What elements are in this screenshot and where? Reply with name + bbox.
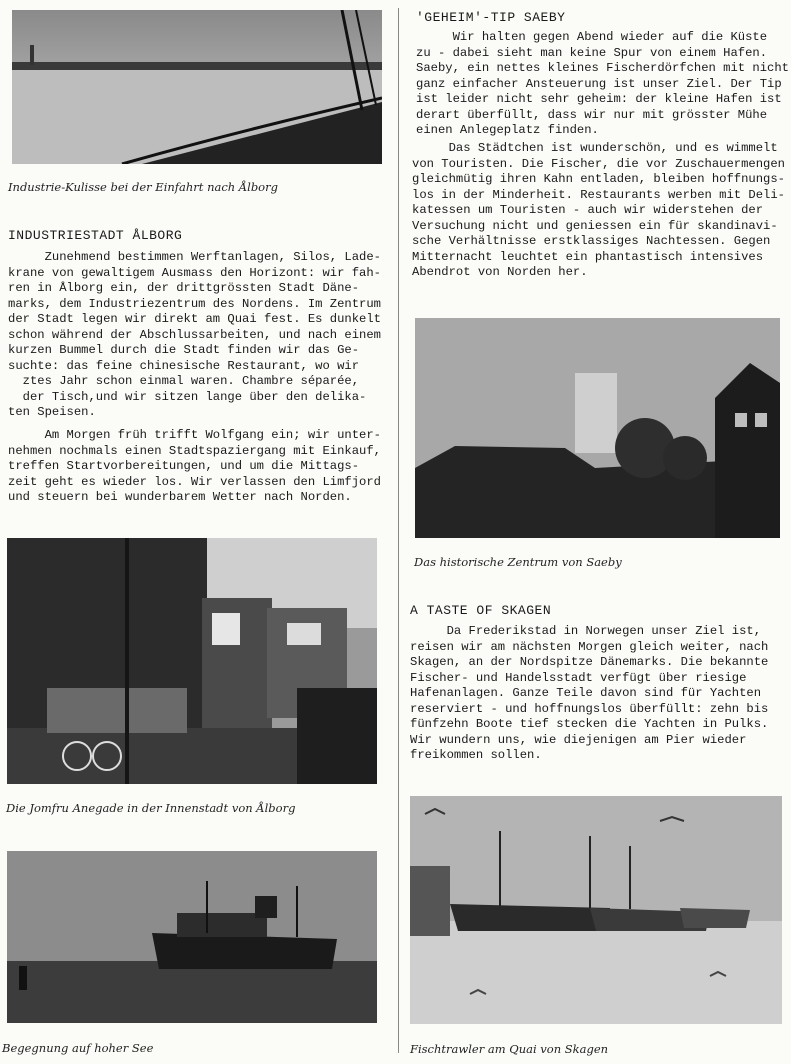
article-paragraph [8, 428, 381, 506]
text-line: marks, dem Industriezentrum des Nordens. Im Zentrum [8, 296, 381, 311]
text-line: treffen Startvorbereitungen, und um die Mittags- [8, 459, 360, 473]
text-line: nehmen nochmals einen Stadtspaziergang mit Einkauf, [8, 443, 381, 458]
text-line: zu - dabei sieht man keine Spur von einem Hafen. [416, 45, 768, 60]
text-line: kurzen Bummel durch die Stadt finden wir das Ge- [8, 343, 360, 357]
text-line: Skagen, an der Nordspitze Dänemarks. Die bekannte [410, 655, 769, 669]
text-line: Fischer- und Handelsstadt verfügt über riesige [410, 670, 747, 685]
text-line: Mitternacht leuchtet ein phantastisch intensives [412, 249, 764, 264]
photo-trawlers-skagen [410, 796, 782, 1024]
text-line: reserviert - und hoffnungslos überfüllt: zehn bis [410, 701, 769, 716]
text-line: fünfzehn Boote tief stecken die Yachten in Pulks. [410, 717, 769, 731]
photo-street-alborg [7, 538, 377, 784]
text-line: Saeby, ein nettes kleines Fischerdörfchen mit nicht [416, 61, 789, 75]
article-paragraph [410, 624, 768, 764]
text-line: Hafenanlagen. Ganze Teile davon sind für Yachten [410, 686, 762, 700]
text-line: katessen um Touristen - auch wir widerstehen der [412, 203, 764, 217]
text-line: sche Verhältnisse erstklassiges Nachtessen. Gegen [412, 234, 771, 248]
text-line: Wir halten gegen Abend wieder auf die Küste [416, 30, 768, 44]
article-paragraph [416, 30, 789, 139]
text-line: Zunehmend bestimmen Werftanlagen, Silos, Lade- [8, 250, 381, 264]
article-paragraph [8, 250, 381, 421]
text-line: reisen wir am nächsten Morgen gleich weiter, nach [410, 639, 769, 654]
section-heading: INDUSTRIESTADT ÅLBORG [8, 228, 183, 243]
photo-caption: Fischtrawler am Quai von Skagen [410, 1042, 609, 1056]
column-divider [398, 8, 399, 1053]
article-paragraph [412, 141, 785, 281]
text-line: ten Speisen. [8, 405, 96, 419]
text-line: der Stadt legen wir direkt am Quai fest. Es dunkelt [8, 312, 381, 326]
text-line: von Touristen. Die Fischer, die vor Zuschauermengen [412, 156, 785, 171]
text-line: ren in Ålborg ein, der drittgrössten Stadt Däne- [8, 281, 360, 295]
photo-saeby-center [415, 318, 780, 538]
photo-caption: Das historische Zentrum von Saeby [414, 555, 622, 569]
photo-caption: Begegnung auf hoher See [2, 1041, 154, 1055]
text-line: Versuchung nicht und geniessen ein für skandinavi- [412, 218, 778, 233]
text-line: Wir wundern uns, wie diejenigen am Pier wieder [410, 732, 747, 747]
text-line: Am Morgen früh trifft Wolfgang ein; wir unter- [8, 428, 381, 442]
text-line: Abendrot von Norden her. [412, 265, 588, 279]
text-line: ganz einfacher Ansteuerung ist unser Ziel. Der Tip [416, 76, 782, 91]
text-line: Das Städtchen ist wunderschön, und es wimmelt [412, 141, 778, 155]
text-line: zeit geht es wieder los. Wir verlassen den Limfjord [8, 474, 381, 489]
text-line: und steuern bei wunderbarem Wetter nach Norden. [8, 490, 352, 504]
photo-industrial-harbor [12, 10, 382, 164]
text-line: einen Anlegeplatz finden. [416, 123, 599, 137]
text-line: freikommen sollen. [410, 748, 542, 762]
text-line: krane von gewaltigem Ausmass den Horizont: wir fah- [8, 265, 381, 280]
text-line: gleichmütig ihren Kahn entladen, bleiben hoffnungs- [412, 172, 785, 186]
text-line: schon während der Abschlussarbeiten, und nach einem [8, 327, 381, 342]
text-line: suchte: das feine chinesische Restaurant, wo wir [8, 358, 360, 373]
text-line: derart überfüllt, dass wir nur mit grösster Mühe [416, 107, 768, 122]
text-line: Da Frederikstad in Norwegen unser Ziel ist, [410, 624, 762, 638]
section-heading: A TASTE OF SKAGEN [410, 603, 552, 618]
text-line: ztes Jahr schon einmal waren. Chambre séparée, [8, 374, 360, 388]
section-heading: 'GEHEIM'-TIP SAEBY [416, 10, 566, 25]
photo-caption: Die Jomfru Anegade in der Innenstadt von Ålborg [6, 801, 296, 815]
photo-ship-at-sea [7, 851, 377, 1023]
text-line: los in der Minderheit. Restaurants werben mit Deli- [412, 187, 785, 202]
photo-caption: Industrie-Kulisse bei der Einfahrt nach Ålborg [8, 180, 278, 194]
text-line: ist leider nicht sehr geheim: der kleine Hafen ist [416, 92, 782, 106]
text-line: der Tisch,und wir sitzen lange über den delika- [8, 389, 367, 404]
